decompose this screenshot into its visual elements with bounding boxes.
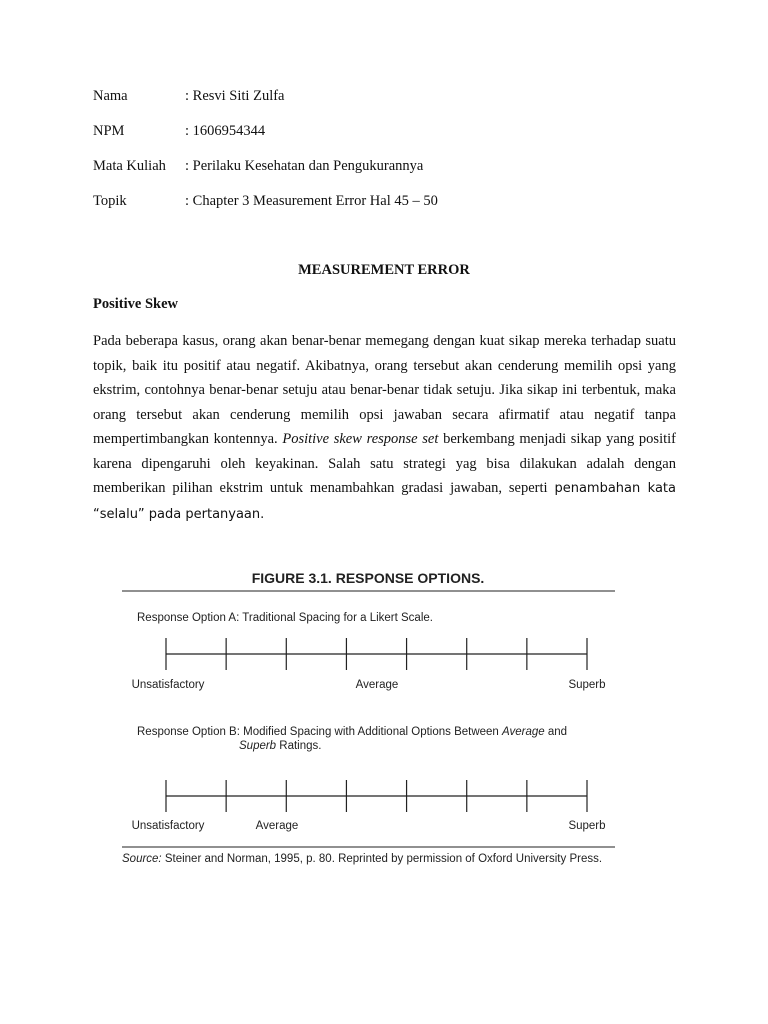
option-b-caption-line2: [239, 740, 321, 752]
figure-title: FIGURE 3.1. RESPONSE OPTIONS.: [251, 570, 485, 586]
option-b-caption-superb: Superb: [239, 740, 277, 752]
option-b-scale: [166, 780, 587, 812]
nama-value: : Resvi Siti Zulfa: [185, 88, 285, 104]
topik-label: Topik: [93, 193, 127, 209]
option-b-label-average: Average: [255, 820, 299, 832]
option-b-caption-prefix: Response Option B: Modified Spacing with Additional Options Between: [137, 726, 503, 738]
option-a-caption: Response Option A: Traditional Spacing for a Likert Scale.: [137, 612, 433, 624]
source-label: Source:: [122, 853, 162, 865]
npm-value: : 1606954344: [185, 123, 266, 139]
option-b-caption-and: and: [544, 726, 568, 738]
paragraph-italic-term: Positive skew response set: [282, 431, 439, 447]
page-title: MEASUREMENT ERROR: [298, 262, 470, 278]
option-a-label-superb: Superb: [568, 679, 606, 691]
paragraph-part2: berkembang menjadi sikap yang positif karena dipengaruhi oleh keyakinan. Salah satu strategi yag bisa dilakukan adalah dengan memberikan pilihan ekstrim untuk menambahkan gradasi jawaban, seperti: [93, 431, 676, 496]
paragraph-part1: Pada beberapa kasus, orang akan benar-benar memegang dengan kuat sikap mereka terhadap suatu topik, baik itu positif atau negatif. Akibatnya, orang tersebut akan cenderung memilih opsi yang ekstrim, contohnya benar-benar setuju atau benar-benar tidak setuju. Jika sikap ini terbentuk, maka orang tersebut akan cenderung memilih opsi jawaban secara afirmatif atau negatif tanpa mempertimbangkan kontennya.: [93, 333, 676, 447]
source-text: Steiner and Norman, 1995, p. 80. Reprinted by permission of Oxford University Press.: [161, 853, 603, 865]
option-a-label-unsatisfactory: Unsatisfactory: [131, 679, 205, 691]
option-a-label-average: Average: [355, 679, 399, 691]
topik-value: : Chapter 3 Measurement Error Hal 45 – 50: [185, 193, 438, 209]
body-paragraph: [93, 329, 676, 527]
mata-kuliah-value: : Perilaku Kesehatan dan Pengukurannya: [185, 158, 424, 174]
option-b-caption-average: Average: [502, 726, 545, 738]
npm-label: NPM: [93, 123, 125, 139]
option-b-caption-line1: [137, 726, 567, 738]
section-heading: Positive Skew: [93, 296, 178, 312]
figure-source: [122, 853, 602, 865]
nama-label: Nama: [93, 88, 128, 104]
option-b-caption-ratings: Ratings.: [276, 740, 322, 752]
option-a-scale: [166, 638, 587, 670]
option-b-label-superb: Superb: [568, 820, 606, 832]
option-b-label-unsatisfactory: Unsatisfactory: [131, 820, 205, 832]
mata-kuliah-label: Mata Kuliah: [93, 158, 166, 174]
paragraph-part3: penambahan kata “selalu” pada pertanyaan.: [93, 481, 676, 522]
